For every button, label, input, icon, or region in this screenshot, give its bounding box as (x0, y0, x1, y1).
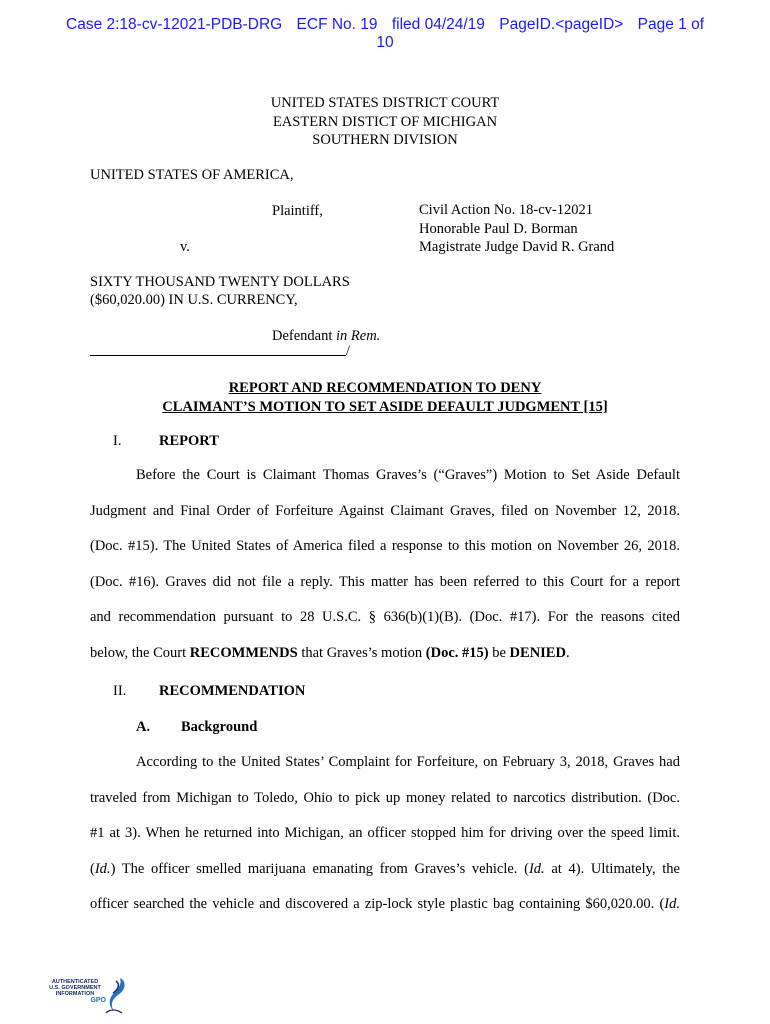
judge-name: Honorable Paul D. Borman (419, 220, 578, 237)
text-run: . (565, 644, 570, 661)
defendant-line-2: ($60,020.00) IN U.S. CURRENCY, (90, 292, 298, 308)
paragraph-line (90, 745, 680, 781)
title-line-1: REPORT AND RECOMMENDATION TO DENY (228, 380, 542, 396)
defendant-word: Defendant (272, 328, 333, 344)
eagle-icon (100, 975, 128, 1017)
ecf-header-stamp (0, 16, 770, 52)
page-id: PageID.<pageID> (499, 16, 624, 33)
paragraph-line (90, 636, 680, 672)
paragraph-line: #1 at 3). When he returned into Michigan, an officer stopped him for driving over the speed limit. (90, 825, 680, 841)
page-count: Page 1 of (637, 16, 704, 33)
text-run: at 4). Ultimately, the (544, 860, 680, 877)
denied-bold: DENIED (509, 644, 566, 661)
text-run: below, the Court (90, 644, 190, 661)
subsection-a-letter: A. (136, 719, 151, 735)
logo-line: U.S. GOVERNMENT (49, 985, 101, 992)
text-run: that Graves’s motion (297, 644, 426, 661)
paragraph-2 (90, 745, 680, 923)
caption-divider (90, 355, 346, 356)
text-run: According to the United States’ Complaint for Forfeiture, on February 3, 2018, Graves had (136, 754, 680, 770)
court-district: EASTERN DISTICT OF MICHIGAN (272, 113, 498, 130)
paragraph-line: Judgment and Final Order of Forfeiture Against Claimant Graves, filed on November 12, 2018. (90, 502, 680, 519)
paragraph-line (90, 887, 680, 923)
paragraph-line: and recommendation pursuant to 28 U.S.C. § 636(b)(1)(B). (Doc. #17). For the reasons cited (90, 609, 680, 625)
section-2-heading: RECOMMENDATION (159, 683, 306, 699)
document-title (0, 379, 770, 416)
defendant-line-1: SIXTY THOUSAND TWENTY DOLLARS (90, 274, 350, 290)
section-2-numeral: II. (113, 683, 127, 699)
section-1-numeral: I. (113, 433, 122, 449)
case-info (419, 201, 614, 257)
ecf-number: ECF No. 19 (296, 16, 378, 33)
in-rem: in Rem. (336, 328, 381, 344)
magistrate-name: Magistrate Judge David R. Grand (419, 239, 615, 255)
id-cite: Id. (528, 860, 545, 877)
text-run: be (488, 644, 510, 661)
recommends-bold: RECOMMENDS (189, 644, 298, 661)
paragraph-line: (Doc. #15). The United States of America filed a response to this motion on November 26, 2018. (90, 538, 680, 554)
paragraph-line (90, 458, 680, 494)
page-total: 10 (376, 34, 394, 51)
paragraph-line: (Doc. #16). Graves did not file a reply. This matter has been referred to this Court for a report (90, 573, 680, 590)
text-run: ) The officer smelled marijuana emanating from Graves’s vehicle. ( (110, 860, 529, 877)
filed-date: filed 04/24/19 (391, 16, 485, 33)
title-line-2: CLAIMANT’S MOTION TO SET ASIDE DEFAULT JUDGMENT [15] (162, 398, 608, 415)
court-heading (0, 94, 770, 150)
doc-ref-bold: (Doc. #15) (425, 644, 489, 661)
paragraph-line: traveled from Michigan to Toledo, Ohio to pick up money related to narcotics distribution. (Doc. (90, 789, 680, 806)
plaintiff-label: Plaintiff, (272, 203, 323, 219)
caption-slash: / (346, 343, 351, 359)
paragraph-line: (Id.) The officer smelled marijuana emanating from Graves’s vehicle. (Id. at 4). Ultimately, the (90, 860, 680, 877)
versus: v. (180, 239, 190, 255)
paragraph-1 (90, 458, 680, 671)
civil-action-number: Civil Action No. 18-cv-12021 (419, 202, 593, 218)
text-run: Before the Court is Claimant Thomas Graves’s (“Graves”) Motion to Set Aside Default (136, 467, 680, 483)
case-number: Case 2:18-cv-12021-PDB-DRG (66, 16, 283, 33)
id-cite: Id. (94, 860, 111, 877)
gpo-logo-text (44, 979, 106, 1004)
gpo-authentication-logo (44, 975, 128, 1017)
court-division: SOUTHERN DIVISION (312, 132, 458, 148)
plaintiff-name: UNITED STATES OF AMERICA, (90, 167, 294, 183)
defendant-label (272, 327, 380, 345)
id-cite: Id. (664, 896, 680, 912)
logo-line: GPO (90, 996, 106, 1004)
logo-line: AUTHENTICATED (51, 979, 99, 985)
section-1-heading: REPORT (159, 433, 219, 449)
court-name: UNITED STATES DISTRICT COURT (270, 95, 500, 111)
logo-line: INFORMATION (55, 991, 95, 998)
subsection-a-heading: Background (181, 719, 258, 735)
text-run: officer searched the vehicle and discovered a zip-lock style plastic bag containing $60,020.00. ( (90, 896, 665, 912)
